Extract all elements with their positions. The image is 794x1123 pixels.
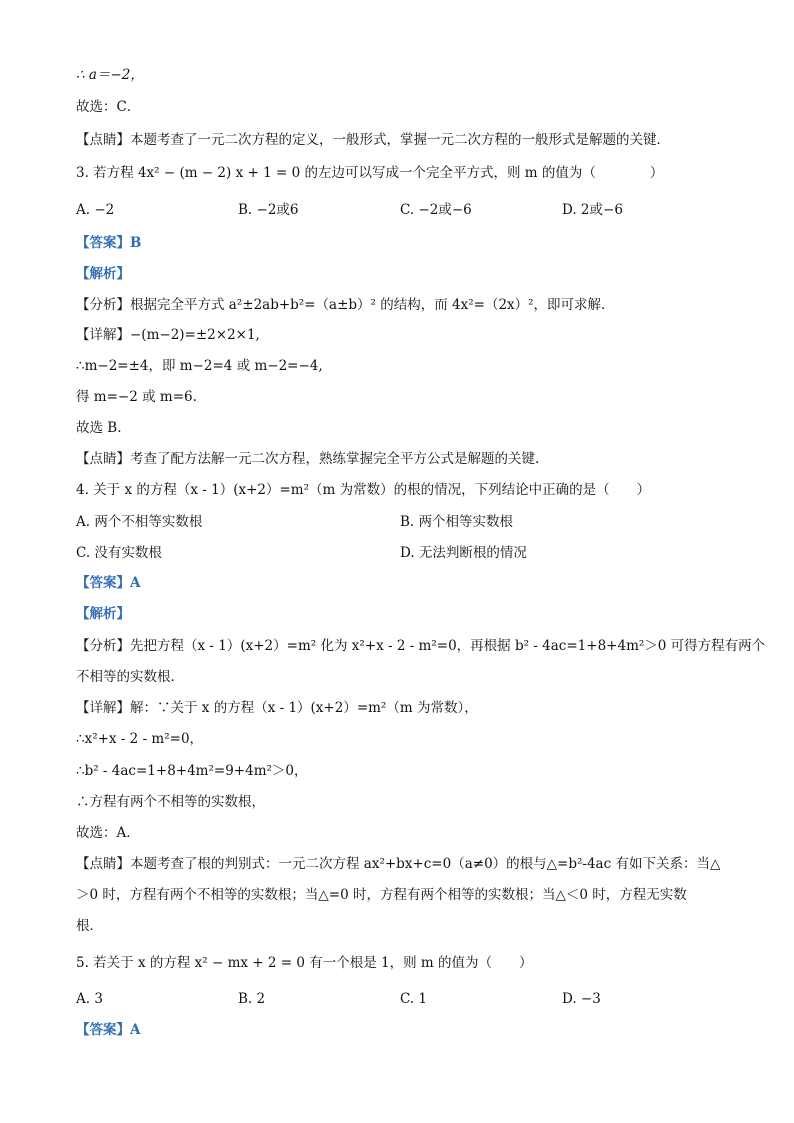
analysis-label: 【解析】 [76, 266, 130, 282]
text-line: ＞0 时，方程有两个不相等的实数根；当△=0 时，方程有两个相等的实数根；当△＜0 时，方程无实数 [76, 887, 687, 903]
q5-option-a: A. 3 [76, 991, 103, 1007]
answer-label: 【答案】A [76, 575, 141, 591]
question-5: 5. 若关于 x 的方程 x² − mx + 2 = 0 有一个根是 1，则 m 的值为（ ） [76, 955, 533, 971]
q3-option-c: C. −2或−6 [400, 202, 472, 218]
text-line: ∴x²+x - 2 - m²=0， [76, 731, 204, 747]
q4-option-c: C. 没有实数根 [76, 545, 162, 561]
text-line: 【分析】根据完全平方式 a²±2ab+b²=（a±b）² 的结构，而 4x²=（2x）²，即可求解． [76, 297, 615, 313]
q3-option-a: A. −2 [76, 202, 115, 218]
text-line: 【点睛】本题考查了根的判别式：一元二次方程 ax²+bx+c=0（a≠0）的根与△=b²-4ac 有如下关系：当△ [76, 856, 721, 872]
text-line: 根． [76, 918, 103, 934]
text-line: 得 m=−2 或 m=6. [76, 389, 197, 405]
question-3: 3. 若方程 4x² − (m − 2) x + 1 = 0 的左边可以写成一个完全平方式，则 m 的值为（ ） [76, 165, 664, 181]
answer-label: 【答案】A [76, 1022, 141, 1038]
text-line: ∴ a＝−2， [76, 67, 144, 83]
text-line: ∴方程有两个不相等的实数根， [76, 794, 265, 810]
question-4: 4. 关于 x 的方程（x - 1）(x+2）=m²（m 为常数）的根的情况，下列结论中正确的是（ ） [76, 482, 651, 498]
q3-option-d: D. 2或−6 [562, 202, 623, 218]
analysis-label: 【解析】 [76, 606, 130, 622]
text-line: 【详解】解：∵关于 x 的方程（x - 1）(x+2）=m²（m 为常数）， [76, 700, 478, 716]
text-line: 故选：A． [76, 825, 140, 841]
text-line: 故选 B. [76, 420, 122, 436]
text-line: 【点睛】本题考查了一元二次方程的定义，一般形式，掌握一元二次方程的一般形式是解题的关键． [76, 132, 670, 148]
text-line: 【分析】先把方程（x - 1）(x+2）=m² 化为 x²+x - 2 - m²=0，再根据 b² - 4ac=1+8+4m²＞0 可得方程有两个 [76, 638, 766, 654]
q4-option-b: B. 两个相等实数根 [400, 514, 514, 530]
answer-label: 【答案】B [76, 235, 142, 251]
text-line: 【详解】−(m−2)=±2×2×1, [76, 327, 260, 343]
text-line: 故选：C． [76, 99, 141, 115]
text-line: 【点睛】考查了配方法解一元二次方程，熟练掌握完全平方公式是解题的关键. [76, 451, 540, 467]
q5-option-d: D. −3 [562, 991, 601, 1007]
text-line: 不相等的实数根． [76, 669, 184, 685]
q3-option-b: B. −2或6 [238, 202, 299, 218]
q5-option-b: B. 2 [238, 991, 266, 1007]
q5-option-c: C. 1 [400, 991, 428, 1007]
q4-option-d: D. 无法判断根的情况 [400, 545, 527, 561]
q4-option-a: A. 两个不相等实数根 [76, 514, 203, 530]
text-line: ∴m−2=±4，即 m−2=4 或 m−2=−4, [76, 358, 323, 374]
text-line: ∴b² - 4ac=1+8+4m²=9+4m²＞0， [76, 763, 308, 779]
